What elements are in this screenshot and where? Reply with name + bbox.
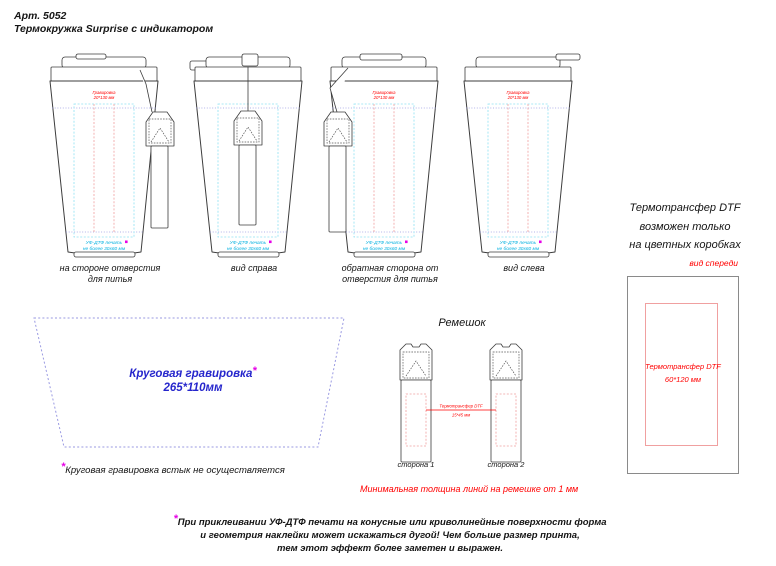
magenta-marker (125, 241, 128, 244)
mug-base (74, 252, 135, 257)
mug-lid-tab (556, 54, 580, 60)
mug-drawing-back-side (322, 54, 458, 266)
magenta-marker (269, 241, 272, 244)
strap-side2-drawing (490, 344, 522, 462)
circular-engraving-label: Круговая гравировка* 265*110мм (90, 367, 296, 395)
uv-dtf-label-line2: не более 30х60 мм (82, 247, 126, 252)
engraving-asterisk: * (252, 365, 257, 377)
uv-dtf-label-line2: не более 30х60 мм (362, 247, 406, 252)
engraving-label-line1: Гравировка (506, 90, 530, 95)
strap-tag-outline (324, 112, 352, 146)
mug-body (50, 81, 158, 255)
mug-lid-tab (360, 54, 402, 60)
box-view-caption: вид спереди (689, 258, 738, 268)
uv-dtf-label-line2: не более 30х60 мм (496, 247, 540, 252)
strap-body (401, 380, 431, 462)
magenta-marker (405, 241, 408, 244)
strap-drawings (390, 335, 540, 467)
mug-base (488, 252, 549, 257)
engraving-label-line2: 20*130 мм (373, 95, 395, 100)
uv-dtf-label-line1: УФ-ДТФ печать (85, 241, 123, 246)
strap-side2-caption: сторона 2 (487, 460, 525, 469)
strap-band (151, 146, 168, 228)
strap-print-label-line2: 15*45 мм (451, 412, 471, 418)
engraving-label-line2: 20*130 мм (507, 95, 529, 100)
mug-lid-band (51, 67, 157, 81)
mug-lid-band (465, 67, 571, 81)
box-front-drawing (627, 276, 739, 474)
strap-clip-outline (490, 344, 522, 380)
uv-dtf-label-line2: не более 30х60 мм (226, 247, 270, 252)
footnote-asterisk: * (173, 513, 178, 525)
mug4-caption: вид слева (503, 263, 545, 273)
strap-print-label-line1: Термотрансфер DTF (439, 403, 483, 409)
strap-section-title: Ремешок (438, 317, 486, 329)
mug-body (464, 81, 572, 255)
strap-side1-drawing (400, 344, 432, 462)
box-dtf-note: Термотрансфер DTF возможен только на цветных коробках (629, 202, 741, 251)
strap-body (491, 380, 521, 462)
strap-tag (146, 112, 174, 228)
strap-tag-outline (146, 112, 174, 146)
engraving-label-line1: Гравировка (92, 90, 116, 95)
mug1-caption: на стороне отверстия для питья (59, 263, 161, 284)
mug-base (218, 252, 279, 257)
strap-band (239, 145, 256, 225)
magenta-marker (539, 241, 542, 244)
mug-lid-cap (476, 57, 560, 68)
mug2-caption: вид справа (230, 263, 278, 273)
uv-dtf-footnote: *При приклеивании УФ-ДТФ печати на конусные или криволинейные поверхности форма и геометрия наклейки может искажаться дугой! Чем больше размер принта, тем этот эффект более заметен и выражен. (173, 513, 607, 554)
mug-drawing-right-view (186, 54, 322, 266)
engraving-label-line1: Гравировка (372, 90, 396, 95)
engraving-label-line2: 20*130 мм (93, 95, 115, 100)
strap-tag-outline (234, 111, 262, 145)
header (14, 10, 213, 35)
uv-dtf-label-line1: УФ-ДТФ печать (499, 241, 537, 246)
uv-dtf-label-line1: УФ-ДТФ печать (229, 241, 267, 246)
article-number: Арт. 5052 (14, 10, 67, 22)
mug-drawing-left-view (456, 54, 592, 266)
mug3-caption: обратная сторона от отверстия для питья (341, 263, 439, 284)
product-title: Термокружка Surprise с индикатором (14, 22, 214, 35)
box-print-label: Термотрансфер DTF 60*120 мм (645, 362, 721, 384)
strap-side1-caption: сторона 1 (397, 460, 435, 469)
strap-band (329, 146, 346, 232)
note-asterisk: * (61, 461, 66, 473)
uv-dtf-label-line1: УФ-ДТФ печать (365, 241, 403, 246)
mug-drawing-front-hole-side (42, 54, 178, 266)
mug-base (354, 252, 415, 257)
circular-engraving-size: 265*110мм (163, 382, 223, 394)
min-line-thickness-note: Минимальная толщина линий на ремешке от 1 мм (360, 484, 579, 494)
mug-lid-tab (76, 54, 106, 59)
strap-knot (242, 54, 258, 66)
strap-clip-outline (400, 344, 432, 380)
engraving-note: *Круговая гравировка встык не осуществляется (61, 461, 285, 476)
